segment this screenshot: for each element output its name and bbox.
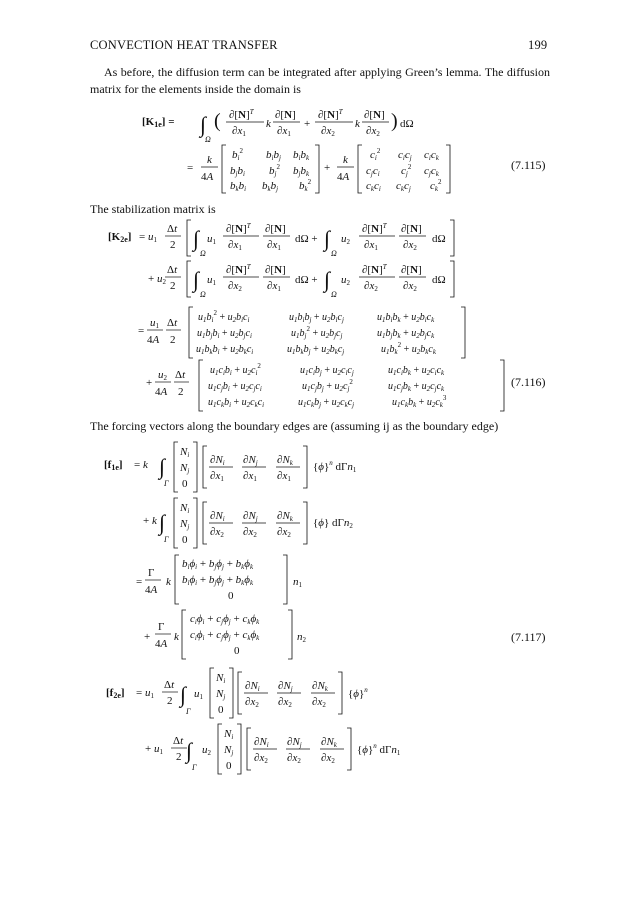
svg-text:∂x2: ∂x2 bbox=[287, 752, 301, 765]
svg-text:ckci: ckci bbox=[366, 180, 381, 193]
svg-text:∂x2: ∂x2 bbox=[364, 280, 378, 293]
svg-text:∂x2: ∂x2 bbox=[278, 696, 292, 709]
svg-text:2: 2 bbox=[170, 239, 176, 251]
equation-k1e bbox=[142, 108, 450, 193]
svg-text:∂x2: ∂x2 bbox=[403, 239, 417, 252]
svg-text:∂[N]: ∂[N] bbox=[275, 109, 296, 121]
svg-text:u1bjbk + u2bjck: $u_1b_jb_k + u_2b_jc_k$ bbox=[377, 328, 435, 340]
equation-f2e bbox=[106, 668, 401, 774]
svg-text:{ϕ}n: $\{\phi\}^n$ bbox=[348, 686, 368, 700]
svg-text:Ni: Ni bbox=[216, 672, 226, 685]
svg-text:u1cibj + u2cicj: $u_1c_ib_j + u_2c_ic_j$ bbox=[300, 365, 354, 377]
svg-text:=: = bbox=[136, 576, 143, 588]
svg-text:n1: n1 bbox=[293, 576, 302, 589]
svg-text:2: 2 bbox=[170, 334, 176, 346]
svg-text:∂Ni: ∂Ni bbox=[210, 510, 225, 523]
svg-text:∂[N]T: $\partial[N]^T$ bbox=[362, 222, 387, 235]
svg-text:Ω: Ω bbox=[331, 249, 337, 258]
svg-text:Ni: Ni bbox=[224, 728, 234, 741]
equation-number-7-117: (7.117) bbox=[511, 630, 546, 644]
svg-text:bkbi: bkbi bbox=[230, 180, 247, 193]
svg-text:∫: ∫ bbox=[193, 267, 200, 292]
svg-text:0: 0 bbox=[182, 534, 188, 546]
svg-text:∫: ∫ bbox=[180, 682, 187, 707]
svg-text:∂x1: ∂x1 bbox=[210, 470, 224, 483]
svg-text:∂x2: ∂x2 bbox=[254, 752, 268, 765]
svg-text:Ω: Ω bbox=[200, 249, 206, 258]
svg-text:∂[N]: ∂[N] bbox=[364, 109, 385, 121]
svg-text:4A: 4A bbox=[155, 386, 168, 398]
svg-text:∫: ∫ bbox=[186, 738, 193, 763]
svg-text:u1cibk + u2cick: $u_1c_ib_k + u_2c_ic_k$ bbox=[388, 365, 445, 377]
svg-text:biϕi + bjϕj + bkϕk: biϕi + bjϕj + bkϕk bbox=[182, 558, 254, 571]
svg-text:[K1e] =: [K1e] = bbox=[142, 116, 175, 129]
svg-text:dΩ: dΩ bbox=[432, 274, 446, 286]
svg-text:u1bi2 + u2bici: $u_1b_i^2 + u_2b_ic_i$ bbox=[198, 309, 250, 324]
svg-text:dΩ: dΩ bbox=[400, 118, 414, 130]
svg-text:u1: u1 bbox=[207, 233, 216, 246]
svg-text:ciϕi + cjϕj + ckϕk: ciϕi + cjϕj + ckϕk bbox=[190, 629, 260, 642]
svg-text:u1cjbi + u2cjci: $u_1c_jb_i + u_2c_jc_i$ bbox=[208, 381, 262, 393]
svg-text:u1bkbj + u2bkcj: $u_1b_kb_j + u_2b_kc_j$ bbox=[287, 344, 345, 356]
svg-text:k: k bbox=[166, 576, 171, 588]
svg-text:cicj: cicj bbox=[398, 149, 412, 162]
svg-text:Nj: Nj bbox=[180, 462, 190, 475]
svg-text:∂Ni: ∂Ni bbox=[210, 454, 225, 467]
svg-text:bj2: $bj^2$ bbox=[269, 163, 280, 178]
svg-text:∂[N]: ∂[N] bbox=[401, 264, 422, 276]
svg-text:Δt: Δt bbox=[164, 679, 175, 691]
svg-text:∂[N]T: $\partial[N]^T$ bbox=[229, 108, 254, 121]
svg-text:u1: u1 bbox=[207, 274, 216, 287]
svg-text:∂x1: ∂x1 bbox=[267, 239, 281, 252]
svg-text:∂x2: ∂x2 bbox=[228, 280, 242, 293]
paragraph-diffusion: As before, the diffusion term can be integrated after applying Green’s lemma. The diffusion matrix for the elements inside the domain is bbox=[90, 65, 550, 96]
svg-text:∂x1: ∂x1 bbox=[277, 125, 291, 138]
svg-text:4A: 4A bbox=[155, 638, 168, 650]
svg-text:∂Nj: ∂Nj bbox=[278, 680, 293, 693]
svg-text:bi2: $bi^2$ bbox=[232, 147, 243, 162]
svg-text:cjci: cjci bbox=[366, 165, 380, 178]
svg-text:Γ: Γ bbox=[186, 707, 191, 716]
svg-text:= u1: = u1 bbox=[139, 231, 157, 244]
svg-text:∂Nk: ∂Nk bbox=[321, 736, 337, 749]
svg-text:biϕi + bjϕj + bkϕk: biϕi + bjϕj + bkϕk bbox=[182, 574, 254, 587]
svg-text:{ϕ} dΓn2: {ϕ} dΓn2 bbox=[313, 517, 353, 530]
svg-text:0: 0 bbox=[218, 704, 224, 716]
svg-text:∂[N]: ∂[N] bbox=[265, 264, 286, 276]
equation-number-7-116: (7.116) bbox=[511, 375, 546, 389]
svg-text:∫: ∫ bbox=[200, 112, 207, 137]
svg-text:u1cjbk + u2cjck: $u_1c_jb_k + u_2c_jc_k$ bbox=[388, 381, 445, 393]
svg-text:=: = bbox=[138, 325, 145, 337]
svg-text:0: 0 bbox=[226, 760, 232, 772]
svg-text:∂x1: ∂x1 bbox=[267, 280, 281, 293]
running-title: CONVECTION HEAT TRANSFER bbox=[90, 38, 278, 52]
svg-text:∂x1: ∂x1 bbox=[232, 125, 246, 138]
svg-text:k: k bbox=[355, 118, 360, 130]
svg-text:[f2e]: [f2e] bbox=[106, 687, 125, 700]
svg-text:∫: ∫ bbox=[324, 226, 331, 251]
paragraph-forcing: The forcing vectors along the boundary edges are (assuming ij as the boundary edge) bbox=[90, 419, 499, 433]
svg-text:ci2: $ci^2$ bbox=[370, 147, 381, 162]
svg-text:∂Nk: ∂Nk bbox=[277, 454, 293, 467]
equation-k2e bbox=[108, 220, 504, 411]
svg-text:+ k: + k bbox=[143, 515, 157, 527]
svg-text:u1bkbi + u2bkci: $u_1b_kb_i + u_2b_kc_i$ bbox=[196, 344, 254, 356]
svg-text:2: 2 bbox=[178, 386, 184, 398]
svg-text:u1bibj + u2bicj: $u_1b_ib_j + u_2b_ic_j$ bbox=[289, 312, 344, 324]
svg-text:bjbk: bjbk bbox=[293, 165, 310, 178]
svg-text:cj2: $cj^2$ bbox=[401, 163, 412, 178]
svg-text:+ u1: + u1 bbox=[145, 743, 163, 756]
svg-text:[f1e]: [f1e] bbox=[104, 459, 123, 472]
svg-text:{ϕ}n dΓn1: $\{\phi\}^n$ dΓn1 bbox=[357, 742, 401, 757]
svg-text:+: + bbox=[304, 118, 311, 130]
svg-text:bibj: bibj bbox=[266, 149, 281, 162]
svg-text:∂x2: ∂x2 bbox=[243, 526, 257, 539]
svg-text:n2: n2 bbox=[297, 631, 306, 644]
svg-text:∂Ni: ∂Ni bbox=[245, 680, 260, 693]
svg-text:∂x1: ∂x1 bbox=[228, 239, 242, 252]
svg-text:bjbi: bjbi bbox=[230, 165, 245, 178]
svg-text:u1cibi + u2ci2: $u_1c_ib_i + u_2c_i^2$ bbox=[210, 362, 261, 377]
svg-text:∂[N]T: $\partial[N]^T$ bbox=[226, 263, 251, 276]
svg-text:∂x2: ∂x2 bbox=[210, 526, 224, 539]
svg-text:= k: = k bbox=[134, 459, 148, 471]
svg-text:4A: 4A bbox=[147, 334, 160, 346]
svg-text:0: 0 bbox=[182, 478, 188, 490]
svg-text:∂Ni: ∂Ni bbox=[254, 736, 269, 749]
svg-text:∂x2: ∂x2 bbox=[403, 280, 417, 293]
svg-text:bkbj: bkbj bbox=[262, 180, 279, 193]
svg-text:∂x1: ∂x1 bbox=[364, 239, 378, 252]
svg-text:Γ: Γ bbox=[164, 479, 169, 488]
svg-text:dΩ: dΩ bbox=[432, 233, 446, 245]
svg-text:u1bk2 + u2bkck: $u_1b_k^2 + u_2b_kc_k$ bbox=[381, 341, 436, 356]
svg-text:∫: ∫ bbox=[159, 454, 166, 479]
svg-text:ckcj: ckcj bbox=[396, 180, 411, 193]
svg-text:0: 0 bbox=[234, 645, 240, 657]
svg-text:Δt: Δt bbox=[167, 223, 178, 235]
svg-text:u1bibk + u2bick: $u_1b_ib_k + u_2b_ic_k$ bbox=[377, 312, 435, 324]
paragraph-stabilization: The stabilization matrix is bbox=[90, 202, 216, 216]
svg-text:k: k bbox=[343, 154, 348, 166]
svg-text:k: k bbox=[207, 154, 212, 166]
svg-text:Γ: Γ bbox=[148, 567, 155, 579]
svg-text:0: 0 bbox=[228, 590, 234, 602]
svg-text:u1cjbj + u2cj2: $u_1c_jb_j + u_2c_j^2$ bbox=[302, 378, 353, 393]
svg-text:Ω: Ω bbox=[200, 290, 206, 299]
svg-text:∂[N]: ∂[N] bbox=[265, 223, 286, 235]
page-number: 199 bbox=[528, 38, 548, 52]
svg-text:k: k bbox=[266, 118, 271, 130]
svg-text:bibk: bibk bbox=[293, 149, 310, 162]
svg-text:∂Nj: ∂Nj bbox=[287, 736, 302, 749]
svg-text:∂Nk: ∂Nk bbox=[312, 680, 328, 693]
svg-text:∫: ∫ bbox=[193, 226, 200, 251]
svg-text:∂Nj: ∂Nj bbox=[243, 454, 258, 467]
svg-text:Δt: Δt bbox=[175, 369, 186, 381]
svg-text:Γ: Γ bbox=[164, 535, 169, 544]
svg-text:dΩ +: dΩ + bbox=[295, 233, 318, 245]
svg-text:u1bj2 + u2bjcj: $u_1b_j^2 + u_2b_jc_j$ bbox=[291, 325, 343, 340]
svg-text:+: + bbox=[144, 631, 151, 643]
svg-text:Ω: Ω bbox=[205, 135, 211, 144]
svg-text:{ϕ}n dΓn1: $\{\phi\}^n$ dΓn1 bbox=[313, 459, 357, 474]
svg-text:∂x1: ∂x1 bbox=[277, 470, 291, 483]
svg-text:u2: u2 bbox=[158, 369, 167, 382]
svg-text:Δt: Δt bbox=[167, 264, 178, 276]
svg-text:u1ckbi + u2ckci: $u_1c_kb_i + u_2c_kc_i$ bbox=[208, 397, 265, 409]
svg-text:∫: ∫ bbox=[159, 510, 166, 535]
svg-text:∂Nk: ∂Nk bbox=[277, 510, 293, 523]
svg-text:Γ: Γ bbox=[158, 621, 165, 633]
svg-text:2: 2 bbox=[176, 751, 182, 763]
svg-text:∂[N]T: $\partial[N]^T$ bbox=[318, 108, 343, 121]
svg-text:u1bjbi + u2bjci: $u_1b_jb_i + u_2b_jc_i$ bbox=[197, 328, 252, 340]
svg-text:∂[N]T: $\partial[N]^T$ bbox=[362, 263, 387, 276]
svg-text:u2: u2 bbox=[341, 274, 350, 287]
svg-text:cick: cick bbox=[424, 149, 439, 162]
svg-text:4A: 4A bbox=[201, 171, 214, 183]
svg-text:∂x2: ∂x2 bbox=[321, 125, 335, 138]
svg-text:u1ckbj + u2ckcj: $u_1c_kb_j + u_2c_kc_j$ bbox=[298, 397, 355, 409]
svg-text:+ u2: + u2 bbox=[148, 273, 166, 286]
svg-text:Δt: Δt bbox=[167, 317, 178, 329]
svg-text:ciϕi + cjϕj + ckϕk: ciϕi + cjϕj + ckϕk bbox=[190, 613, 260, 626]
svg-text:bk2: $bk^2$ bbox=[299, 178, 312, 193]
svg-text:+: + bbox=[324, 162, 331, 174]
svg-text:Γ: Γ bbox=[192, 763, 197, 772]
svg-text:Nj: Nj bbox=[224, 744, 234, 757]
svg-text:∂x2: ∂x2 bbox=[321, 752, 335, 765]
equation-f1e bbox=[104, 442, 357, 659]
svg-text:Δt: Δt bbox=[173, 735, 184, 747]
svg-text:dΩ +: dΩ + bbox=[295, 274, 318, 286]
svg-text:u1ckbk + u2ck3: $u_1c_kb_k + u_2c_k^3$ bbox=[392, 394, 447, 409]
svg-text:∂[N]T: $\partial[N]^T$ bbox=[226, 222, 251, 235]
svg-text:4A: 4A bbox=[145, 584, 158, 596]
svg-text:): ) bbox=[391, 110, 398, 132]
svg-text:=: = bbox=[187, 162, 194, 174]
svg-text:2: 2 bbox=[167, 695, 173, 707]
svg-text:∂Nj: ∂Nj bbox=[243, 510, 258, 523]
svg-text:4A: 4A bbox=[337, 171, 350, 183]
svg-text:2: 2 bbox=[170, 280, 176, 292]
svg-text:Nj: Nj bbox=[216, 688, 226, 701]
svg-text:Ω: Ω bbox=[331, 290, 337, 299]
svg-text:∂x1: ∂x1 bbox=[243, 470, 257, 483]
svg-text:(: ( bbox=[214, 110, 221, 132]
svg-text:∂x2: ∂x2 bbox=[277, 526, 291, 539]
svg-text:[K2e]: [K2e] bbox=[108, 231, 132, 244]
svg-text:Nj: Nj bbox=[180, 518, 190, 531]
svg-text:∫: ∫ bbox=[324, 267, 331, 292]
svg-text:u1: u1 bbox=[150, 317, 159, 330]
svg-text:∂x2: ∂x2 bbox=[245, 696, 259, 709]
svg-text:ck2: $ck^2$ bbox=[430, 178, 442, 193]
equation-number-7-115: (7.115) bbox=[511, 158, 546, 172]
svg-text:u1: u1 bbox=[194, 688, 203, 701]
svg-text:u2: u2 bbox=[202, 744, 211, 757]
svg-text:+: + bbox=[146, 377, 153, 389]
svg-text:Ni: Ni bbox=[180, 502, 190, 515]
svg-text:∂x2: ∂x2 bbox=[366, 125, 380, 138]
svg-text:k: k bbox=[174, 631, 179, 643]
svg-text:Ni: Ni bbox=[180, 446, 190, 459]
svg-text:= u1: = u1 bbox=[136, 687, 154, 700]
svg-text:∂x2: ∂x2 bbox=[312, 696, 326, 709]
svg-text:∂[N]: ∂[N] bbox=[401, 223, 422, 235]
svg-text:cjck: cjck bbox=[424, 165, 439, 178]
svg-text:u2: u2 bbox=[341, 233, 350, 246]
